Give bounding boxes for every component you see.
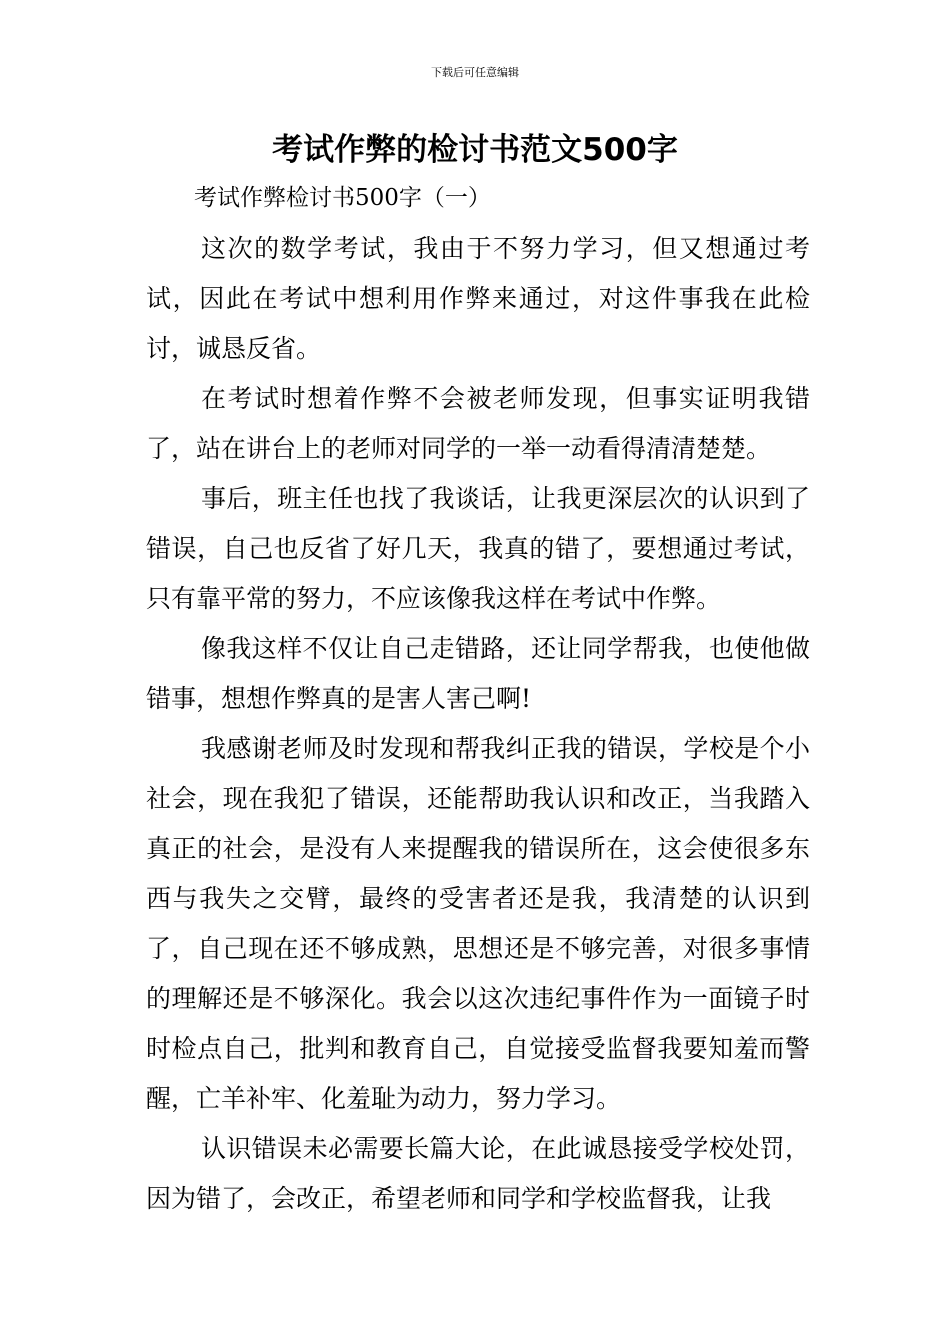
section-subtitle: 考试作弊检讨书500字（一） xyxy=(194,185,491,211)
paragraph: 像我这样不仅让自己走错路，还让同学帮我，也使他做错事，想想作弊真的是害人害己啊! xyxy=(146,634,810,713)
paragraph: 认识错误未必需要长篇大论，在此诚恳接受学校处罚，因为错了，会改正，希望老师和同学和学校监督我，让我 xyxy=(146,1134,810,1213)
header-note: 下载后可任意编辑 xyxy=(431,66,519,79)
paragraph: 事后，班主任也找了我谈话，让我更深层次的认识到了错误，自己也反省了好几天，我真的错了，要想通过考试，只有靠平常的努力，不应该像我这样在考试中作弊。 xyxy=(146,484,810,613)
paragraph: 在考试时想着作弊不会被老师发现，但事实证明我错了，站在讲台上的老师对同学的一举一动看得清清楚楚。 xyxy=(146,384,810,463)
paragraph: 这次的数学考试，我由于不努力学习，但又想通过考试，因此在考试中想利用作弊来通过，对这件事我在此检讨，诚恳反省。 xyxy=(146,234,810,363)
body-text xyxy=(146,224,810,1224)
page-title: 考试作弊的检讨书范文500字 xyxy=(272,132,678,168)
paragraph: 我感谢老师及时发现和帮我纠正我的错误，学校是个小社会，现在我犯了错误，还能帮助我认识和改正，当我踏入真正的社会，是没有人来提醒我的错误所在，这会使很多东西与我失之交臂，最终的受害者还是我，我清楚的认识到了，自己现在还不够成熟，思想还是不够完善，对很多事情的理解还是不够深化。我会以这次违纪事件作为一面镜子时时检点自己，批判和教育自己，自觉接受监督我要知羞而警醒，亡羊补牢、化羞耻为动力，努力学习。 xyxy=(146,734,810,1113)
